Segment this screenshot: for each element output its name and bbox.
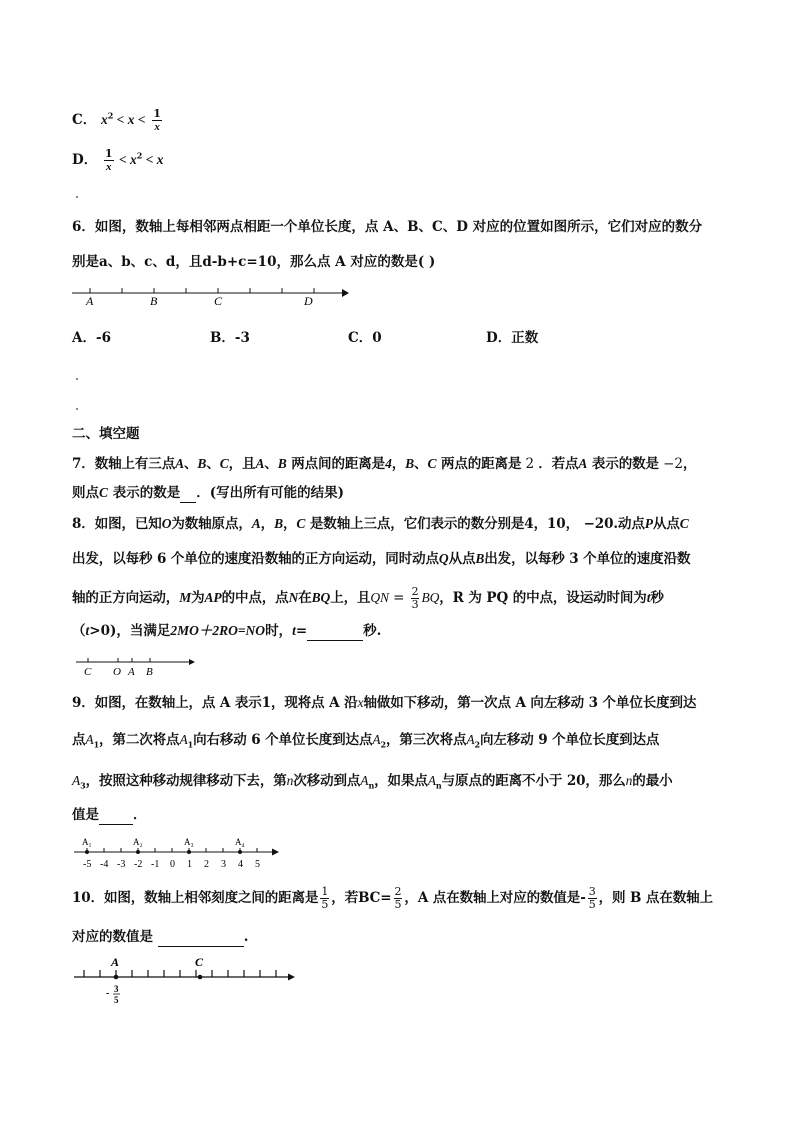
q8-text-line-1: 8．如图，已知O为数轴原点，A，B，C 是数轴上三点，它们表示的数分别是4，10， −20.动点P从点C: [72, 516, 689, 532]
axis-point-a3: A₃: [184, 837, 194, 847]
fraction-3-over-5: $\frac{3}{5}$: [588, 885, 596, 911]
decor-dot: [76, 408, 78, 410]
axis-label-c: C: [214, 294, 223, 308]
decor-dot: [76, 378, 78, 380]
q8-text-line-2: 出发，以每秒 6 个单位的速度沿数轴的正方向运动，同时动点Q从点B出发，以每秒 3 个单位的速度沿数: [72, 551, 691, 567]
axis-point-a2: A₂: [133, 837, 143, 847]
q5-option-c[interactable]: C． $x^2 < x$ < $\frac{1}{x}$: [72, 107, 161, 133]
svg-text:-4: -4: [100, 859, 109, 870]
answer-blank[interactable]: [180, 484, 196, 503]
axis-ticks: [88, 658, 150, 662]
svg-text:-2: -2: [134, 859, 143, 870]
svg-text:3: 3: [221, 859, 226, 870]
q9-text-line-2: 点$A_1$，第二次将点$A_1$向右移动 6 个单位长度到达点$A_2$，第三次将点$A_2$向左移动 9 个单位长度到达点: [72, 732, 660, 750]
axis-label-b: B: [146, 666, 153, 678]
q7-text-line-1: 7．数轴上有三点A、B、C，且A、B 两点间的距离是4，B、C 两点的距离是 2 ．若点A 表示的数是 −2，: [72, 456, 697, 472]
svg-text:4: 4: [238, 859, 243, 870]
q6-option-c[interactable]: C．0: [348, 330, 382, 346]
svg-text:2: 2: [204, 859, 209, 870]
q6-option-b[interactable]: B．-3: [210, 330, 250, 346]
q8-text-line-4: （t>0)，当满足2MO＋2RO=NO时，t= 秒.: [72, 623, 382, 639]
q6-text-line-2: 别是a、b、c、d，且d-b+c=10，那么点 A 对应的数是( ): [72, 254, 436, 270]
axis-arrow: [189, 659, 195, 665]
q10-text-line-1: 10．如图，数轴上相邻刻度之间的距离是 $\frac{1}{5}$ ，若BC= $\frac{2}{5}$ ，A 点在数轴上对应的数值是- $\frac{3}{5}$ ，则 B 点在数轴上: [72, 885, 713, 911]
q6-number-line: [70, 286, 350, 308]
axis-ticks: [84, 970, 276, 977]
axis-label-c: C: [195, 955, 204, 969]
q5-option-d[interactable]: D． $\frac{1}{x}$ < $x^2 < x$: [72, 147, 164, 173]
svg-text:5: 5: [255, 859, 260, 870]
q10-text-line-2: 对应的数值是 .: [72, 929, 249, 945]
decor-dot: [76, 196, 78, 198]
q8-number-line: [74, 656, 199, 680]
q10-number-line: [72, 952, 298, 1012]
axis-arrow: [288, 974, 295, 981]
axis-ticks: [90, 288, 314, 293]
answer-blank[interactable]: [99, 806, 133, 825]
axis-label-d: D: [304, 294, 313, 308]
q6-option-a[interactable]: A．-6: [72, 330, 111, 346]
axis-label-b: B: [150, 294, 158, 308]
axis-numbers: [83, 859, 260, 870]
fraction-2-over-3: $\frac{2}{3}$: [411, 585, 419, 611]
svg-text:-3: -3: [117, 859, 126, 870]
axis-label-a: A: [86, 294, 94, 308]
axis-label-a: A: [111, 955, 120, 969]
point-c: [198, 975, 203, 980]
q9-text-line-4: 值是 ．: [72, 807, 147, 823]
axis-label-c: C: [84, 666, 92, 678]
q6-option-d[interactable]: D．正数: [486, 330, 539, 346]
axis-frac-den: 5: [114, 995, 119, 1005]
section-title: 二、填空题: [72, 426, 140, 442]
axis-frac-num: 3: [114, 984, 119, 994]
svg-text:-1: -1: [151, 859, 160, 870]
q6-text-line-1: 6．如图，数轴上每相邻两点相距一个单位长度，点 A、B、C、D 对应的位置如图所示，它们对应的数分: [72, 219, 703, 235]
q9-text-line-3: $A_3$，按照这种移动规律移动下去，第n次移动到点$A_n$，如果点$A_n$与原点的距离不小于 20，那么n的最小: [72, 773, 673, 791]
point-a: [114, 975, 119, 980]
fraction-2-over-5: $\frac{2}{5}$: [394, 885, 402, 911]
q7-text-line-2: 则点C 表示的数是 ．(写出所有可能的结果): [72, 485, 344, 501]
q8-text-line-3: 轴的正方向运动，M为AP的中点，点N在BQ上，且QN = $\frac{2}{3}$ BQ，R 为 PQ 的中点，设运动时间为t秒: [72, 585, 664, 611]
fraction-1-over-x: $\frac{1}{x}$: [153, 107, 161, 133]
svg-text:-5: -5: [83, 859, 92, 870]
axis-minus: -: [106, 988, 110, 999]
svg-text:1: 1: [187, 859, 192, 870]
axis-ticks: [87, 848, 257, 852]
answer-blank[interactable]: [158, 928, 244, 947]
fraction-1-over-x: $\frac{1}{x}$: [104, 147, 113, 173]
q9-text-line-1: 9．如图，在数轴上，点 A 表示1，现将点 A 沿x轴做如下移动，第一次点 A 向左移动 3 个单位长度到达: [72, 695, 697, 711]
svg-text:0: 0: [170, 859, 175, 870]
axis-label-o: O: [113, 666, 121, 678]
axis-label-a: A: [128, 666, 135, 678]
axis-point-a4: A₄: [235, 837, 245, 847]
fraction-1-over-5: $\frac{1}{5}$: [321, 885, 329, 911]
q9-number-line: [72, 836, 284, 872]
axis-arrow: [272, 849, 279, 856]
answer-blank[interactable]: [307, 622, 363, 641]
axis-arrow: [342, 289, 349, 297]
axis-point-a1: A₁: [82, 837, 92, 847]
